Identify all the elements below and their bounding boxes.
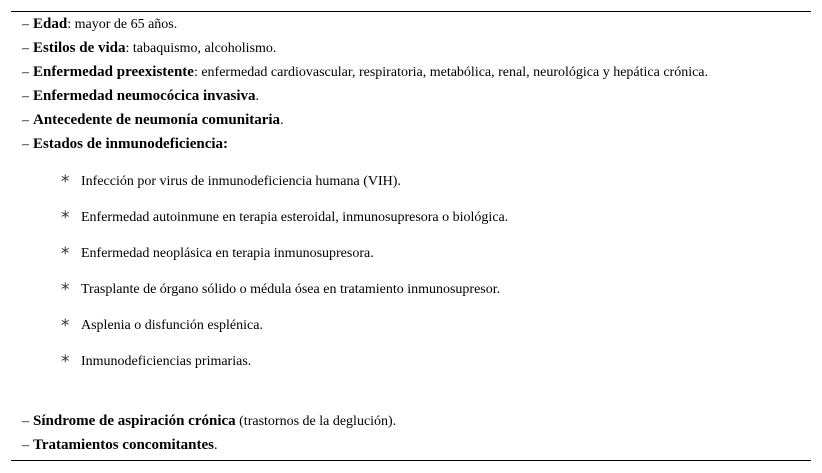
sub-item-text: Enfermedad autoinmune en terapia esteroidal, inmunosupresora o biológica. [81,210,509,225]
sub-list-item [61,244,374,264]
dash-bullet: – [22,113,29,128]
asterisk-icon: * [61,280,70,300]
item-description: (trastornos de la deglución). [235,414,397,429]
item-description: . [255,89,259,104]
dash-bullet: – [22,137,29,152]
sub-list-item [61,208,508,228]
dash-bullet: – [22,89,29,104]
item-term: Enfermedad neumocócica invasiva [33,88,256,104]
sub-item-text: Asplenia o disfunción esplénica. [81,318,263,333]
asterisk-icon: * [61,352,70,372]
dash-bullet: – [22,414,29,429]
item-term: Edad [33,16,68,32]
item-description: : tabaquismo, alcoholismo. [125,41,277,56]
list-item [22,435,217,456]
list-item [22,62,708,83]
item-term: Estados de inmunodeficiencia: [33,136,229,152]
dash-bullet: – [22,17,29,32]
asterisk-icon: * [61,172,70,192]
asterisk-icon: * [61,244,70,264]
item-term: Tratamientos concomitantes [33,437,214,453]
sub-list-item [61,172,401,192]
asterisk-icon: * [61,316,70,336]
item-description: : enfermedad cardiovascular, respiratoria, metabólica, renal, neurológica y hepática crónica. [193,65,709,80]
sub-list-item [61,316,263,336]
list-item [22,86,259,107]
item-term: Antecedente de neumonía comunitaria [33,112,281,128]
sub-item-text: Inmunodeficiencias primarias. [81,354,252,369]
list-item [22,411,396,432]
item-description: : mayor de 65 años. [67,17,178,32]
sub-item-text: Infección por virus de inmunodeficiencia humana (VIH). [81,174,401,189]
sub-list-item [61,352,251,372]
list-item [22,14,177,35]
item-description: . [213,438,218,453]
sub-item-text: Enfermedad neoplásica en terapia inmunosupresora. [81,246,374,261]
dash-bullet: – [22,438,29,453]
item-term: Estilos de vida [33,40,126,56]
risk-factors-table [11,11,811,461]
dash-bullet: – [22,41,29,56]
sub-item-text: Trasplante de órgano sólido o médula ósea en tratamiento inmunosupresor. [81,282,501,297]
asterisk-icon: * [61,208,70,228]
list-item [22,38,276,59]
item-term: Enfermedad preexistente [33,64,194,80]
sub-list-item [61,280,500,300]
item-term: Síndrome de aspiración crónica [33,413,236,429]
dash-bullet: – [22,65,29,80]
list-item [22,134,228,155]
list-item [22,110,284,131]
item-description: . [280,113,284,128]
